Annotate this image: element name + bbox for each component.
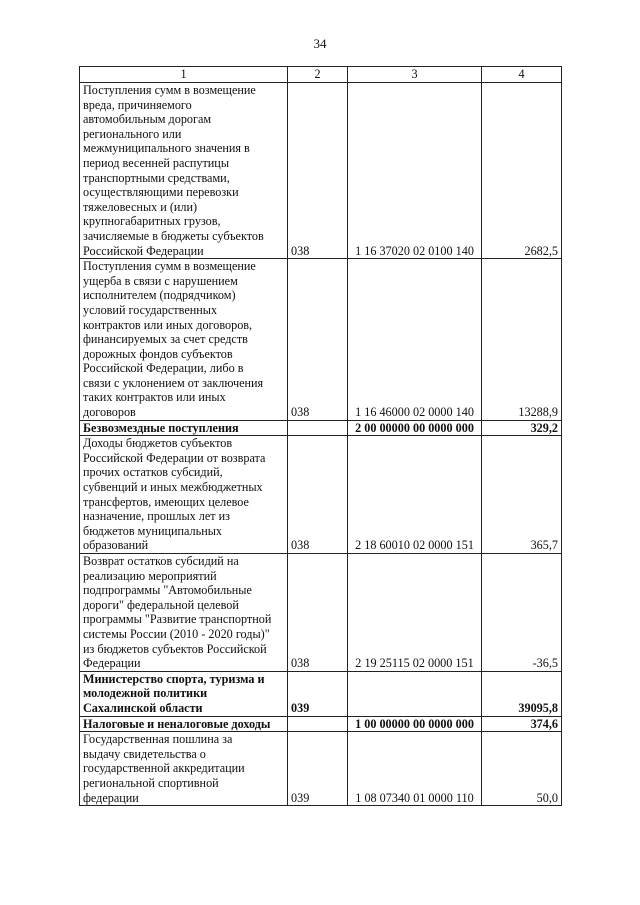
column-header-3: 3: [348, 67, 482, 83]
row-code-cell: 038: [288, 83, 348, 259]
column-header-2: 2: [288, 67, 348, 83]
row-kbk-cell: 2 19 25115 02 0000 151: [348, 554, 482, 672]
row-name-cell: Налоговые и неналоговые доходы: [80, 716, 288, 732]
row-code-cell: 039: [288, 732, 348, 806]
row-kbk-cell: [348, 671, 482, 716]
row-kbk-cell: 1 16 46000 02 0000 140: [348, 259, 482, 421]
table-row: [80, 716, 562, 732]
table-row: [80, 554, 562, 672]
row-kbk-cell: 1 00 00000 00 0000 000: [348, 716, 482, 732]
column-header-4: 4: [482, 67, 562, 83]
table-row: [80, 420, 562, 436]
row-amount-cell: 39095,8: [482, 671, 562, 716]
table-row: [80, 259, 562, 421]
revenue-table: [79, 66, 562, 806]
row-amount-cell: 329,2: [482, 420, 562, 436]
row-amount-cell: 2682,5: [482, 83, 562, 259]
row-name-cell: Государственная пошлина за выдачу свидетельства о государственной аккредитации региональной спортивной федерации: [80, 732, 288, 806]
row-code-cell: [288, 716, 348, 732]
row-name-cell: Возврат остатков субсидий на реализацию мероприятий подпрограммы "Автомобильные дороги" федеральной целевой программы "Развитие транспортной системы России (2010 - 2020 годы)" из бюджетов субъектов Российской Федерации: [80, 554, 288, 672]
row-name-cell: Поступления сумм в возмещение ущерба в связи с нарушением исполнителем (подрядчиком) условий государственных контрактов или иных договоров, финансируемых за счет средств дорожных фондов субъектов Российской Федерации, либо в связи с уклонением от заключения таких контрактов или иных договоров: [80, 259, 288, 421]
row-code-cell: 038: [288, 436, 348, 554]
row-kbk-cell: 1 16 37020 02 0100 140: [348, 83, 482, 259]
row-kbk-cell: 1 08 07340 01 0000 110: [348, 732, 482, 806]
column-header-1: 1: [80, 67, 288, 83]
row-code-cell: 038: [288, 554, 348, 672]
row-amount-cell: 365,7: [482, 436, 562, 554]
page-number: 34: [313, 36, 327, 51]
row-amount-cell: -36,5: [482, 554, 562, 672]
row-kbk-cell: 2 00 00000 00 0000 000: [348, 420, 482, 436]
row-amount-cell: 13288,9: [482, 259, 562, 421]
row-name-cell: Доходы бюджетов субъектов Российской Федерации от возврата прочих остатков субсидий, субвенций и иных межбюджетных трансфертов, имеющих целевое назначение, прошлых лет из бюджетов муниципальных образований: [80, 436, 288, 554]
row-amount-cell: 50,0: [482, 732, 562, 806]
table-row: [80, 436, 562, 554]
table-row: [80, 671, 562, 716]
table-row: [80, 83, 562, 259]
table-row: [80, 732, 562, 806]
row-amount-cell: 374,6: [482, 716, 562, 732]
row-name-cell: Безвозмездные поступления: [80, 420, 288, 436]
row-code-cell: 038: [288, 259, 348, 421]
table-body: [80, 83, 562, 806]
table-header-row: [80, 67, 562, 83]
row-code-cell: 039: [288, 671, 348, 716]
row-kbk-cell: 2 18 60010 02 0000 151: [348, 436, 482, 554]
row-name-cell: Поступления сумм в возмещение вреда, причиняемого автомобильным дорогам регионального или межмуниципального значения в период весенней распутицы транспортными средствами, осуществляющими перевозки тяжеловесных и (или) крупногабаритных грузов, зачисляемые в бюджеты субъектов Российской Федерации: [80, 83, 288, 259]
row-code-cell: [288, 420, 348, 436]
row-name-cell: Министерство спорта, туризма и молодежной политики Сахалинской области: [80, 671, 288, 716]
